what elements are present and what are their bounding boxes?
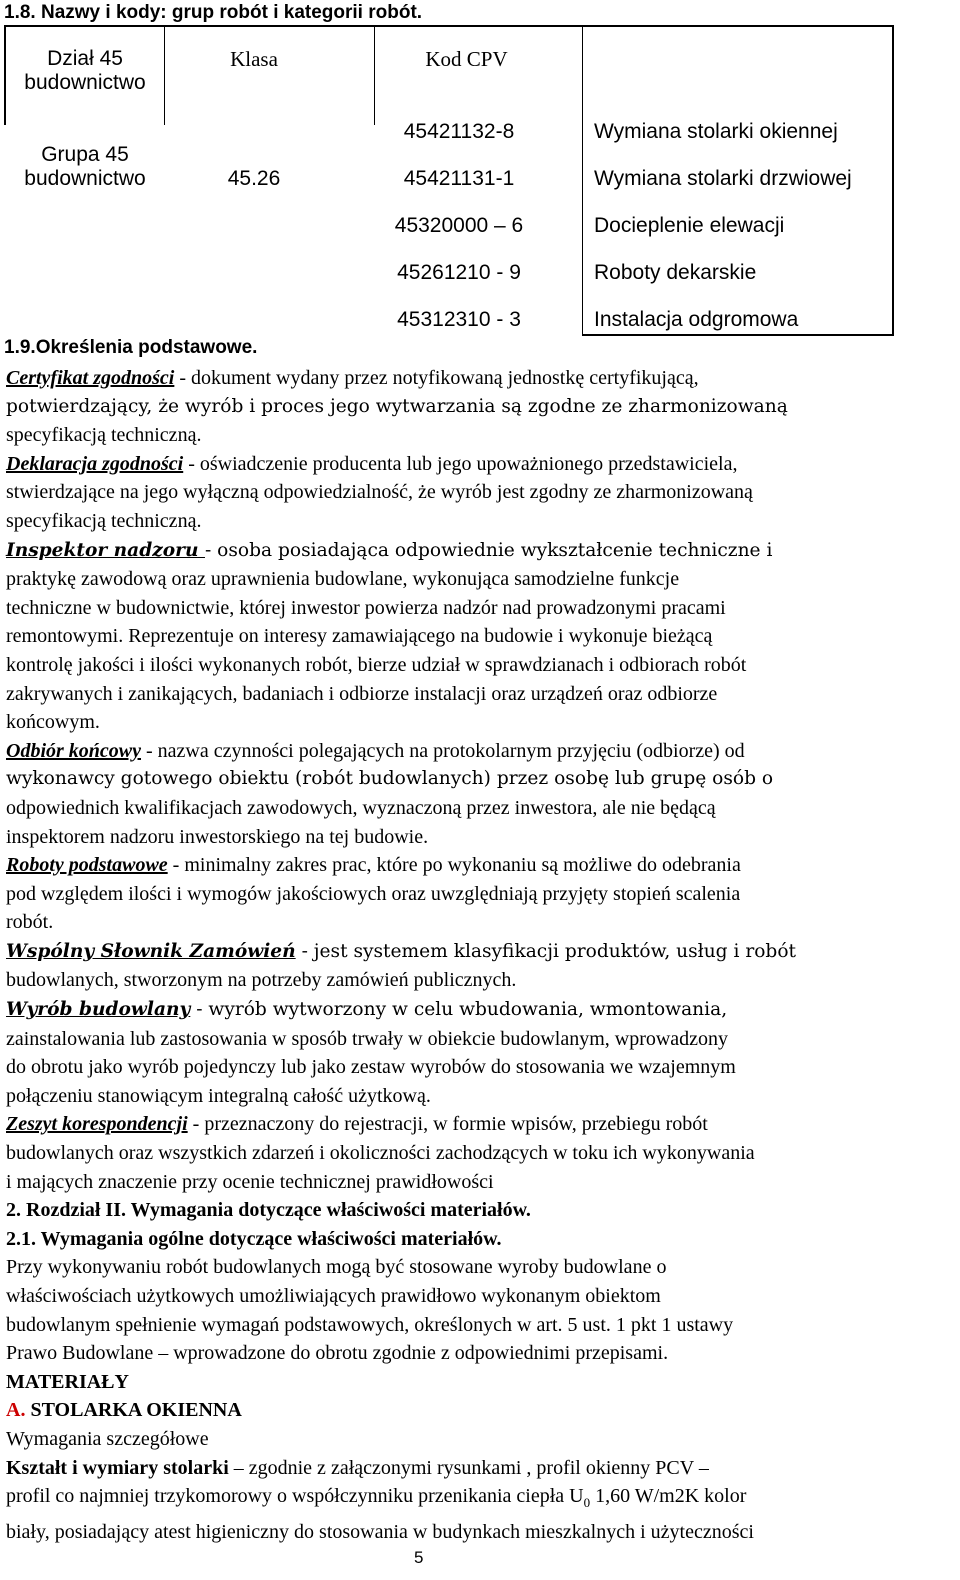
ksztalt-subscript: 0	[583, 1495, 591, 1511]
table-header-kod: Kod CPV	[425, 47, 508, 71]
table-desc-row: Docieplenie elewacji	[594, 214, 785, 237]
term-wyrob-budowlany: Wyrób budowlany	[6, 999, 191, 1021]
table-header-klasa: Klasa	[230, 47, 278, 71]
def-text: zakrywanych i zanikających, badaniach i odbiorze instalacji oraz urządzeń oraz odbiorze	[6, 682, 718, 705]
def-text: i mających znaczenie przy ocenie technicznej prawidłowości	[6, 1170, 494, 1193]
general-text: budowlanym spełnienie wymagań podstawowych, określonych w art. 5 ust. 1 pkt 1 ustawy	[6, 1313, 734, 1336]
header-dzial-line2: budownictwo	[24, 71, 146, 94]
def-text: budowlanych, stworzonym na potrzeby zamówień publicznych.	[6, 969, 517, 992]
def-text: stwierdzające na jego wyłączną odpowiedzialność, że wyrób jest zgodny ze zharmonizowaną	[6, 481, 753, 504]
table-code-row: 45312310 - 3	[397, 308, 521, 331]
def-text: inspektorem nadzoru inwestorskiego na tej budowie.	[6, 825, 429, 848]
def-text: - wyrób wytworzony w celu wbudowania, wmontowania,	[190, 999, 728, 1021]
general-text: Przy wykonywaniu robót budowlanych mogą być stosowane wyroby budowlane o	[6, 1256, 667, 1279]
table-border-bottom	[582, 334, 894, 336]
def-text: specyfikacją techniczną.	[6, 424, 202, 447]
def-text: remontowymi. Reprezentuje on interesy zamawiającego na budowie i wykonuje bieżącą	[6, 625, 713, 648]
wymagania-szczegolowe: Wymagania szczegółowe	[6, 1427, 209, 1450]
section-heading-1-9: 1.9.Określenia podstawowe.	[4, 337, 258, 358]
def-text: robót.	[6, 911, 54, 934]
term-inspektor: Inspektor nadzoru	[6, 539, 205, 561]
general-text: właściwościach użytkowych umożliwiających prawidłowo wykonanym obiektom	[6, 1285, 661, 1307]
ksztalt-text: biały, posiadający atest higieniczny do stosowania w budynkach mieszkalnych i użyteczności	[6, 1520, 754, 1543]
materialy-heading: MATERIAŁY	[6, 1370, 129, 1393]
header-dzial-line1: Dział 45	[47, 47, 123, 70]
def-text: praktykę zawodową oraz uprawnienia budowlane, wykonująca samodzielne funkcje	[6, 568, 680, 591]
table-desc-row: Instalacja odgromowa	[594, 308, 799, 331]
def-text: - minimalny zakres prac, które po wykonaniu są możliwe do odebrania	[167, 854, 741, 877]
def-text: kontrolę jakości i ilości wykonanych robót, bierze udział w sprawdzianach i odbiorach robót	[6, 653, 747, 676]
def-text: techniczne w budownictwie, której inwestor powierza nadzór nad prowadzonymi pracami	[6, 596, 726, 619]
cpv-table	[4, 25, 894, 336]
table-code-row: 45261210 - 9	[397, 261, 521, 284]
table-desc-row: Roboty dekarskie	[594, 261, 757, 284]
ksztalt-text: profil co najmniej trzykomorowy o współczynniku przenikania ciepła U	[6, 1485, 584, 1508]
def-text: - przeznaczony do rejestracji, w formie wpisów, przebiegu robót	[187, 1113, 708, 1136]
def-text: końcowym.	[6, 711, 100, 734]
term-deklaracja: Deklaracja zgodności	[6, 452, 184, 475]
def-text: specyfikacją techniczną.	[6, 509, 202, 532]
stolarka-letter: A.	[6, 1399, 26, 1422]
def-text: zainstalowania lub zastosowania w sposób trwały w obiekcie budowlanym, wprowadzony	[6, 1027, 729, 1050]
ksztalt-text: 1,60 W/m2K kolor	[590, 1485, 747, 1508]
def-text: pod względem ilości i wymogów jakościowych oraz uwzględniają przyjęty stopień scalenia	[6, 882, 741, 905]
table-divider-1	[164, 25, 165, 125]
stolarka-heading	[6, 1396, 954, 1425]
table-desc-row: Wymiana stolarki drzwiowej	[594, 167, 852, 190]
stolarka-title: STOLARKA OKIENNA	[25, 1399, 242, 1422]
term-wspolny-slownik: Wspólny Słownik Zamówień	[6, 940, 296, 962]
term-odbior: Odbiór końcowy	[6, 739, 141, 762]
def-text: połączeniu stanowiącym integralną całość użytkową.	[6, 1084, 431, 1107]
table-code-row: 45421131-1	[403, 167, 515, 190]
def-text: budowlanych oraz wszystkich zdarzeń i okoliczności zachodzących w toku ich wykonywania	[6, 1142, 755, 1165]
term-ksztalt: Kształt i wymiary stolarki	[6, 1456, 229, 1479]
table-code-row: 45421132-8	[403, 120, 515, 143]
table-group	[6, 143, 164, 191]
table-klasa-value: 45.26	[227, 167, 281, 190]
def-text: - oświadczenie producenta lub jego upoważnionego przedstawiciela,	[183, 452, 738, 475]
page-number: 5	[414, 1548, 424, 1567]
section-heading-2-1: 2.1. Wymagania ogólne dotyczące właściwości materiałów.	[6, 1227, 502, 1250]
table-desc-row: Wymiana stolarki okiennej	[594, 120, 838, 143]
def-text: wykonawcy gotowego obiektu (robót budowlanych) przez osobę lub grupę osób o	[6, 768, 774, 790]
general-text: Prawo Budowlane – wprowadzone do obrotu zgodnie z odpowiednimi przepisami.	[6, 1342, 669, 1365]
table-header-dzial	[6, 47, 164, 95]
def-text: do obrotu jako wyrób pojedynczy lub jako zestaw wyrobów do stosowania we wzajemnym	[6, 1056, 736, 1079]
section-heading-2: 2. Rozdział II. Wymagania dotyczące właściwości materiałów.	[6, 1199, 531, 1222]
term-zeszyt-korespondencji: Zeszyt korespondencji	[6, 1113, 188, 1136]
section-heading-1-8: 1.8. Nazwy i kody: grup robót i kategorii robót.	[4, 2, 423, 23]
def-text: - nazwa czynności polegających na protokolarnym przyjęciu (odbiorze) od	[141, 739, 745, 762]
table-divider-3	[582, 25, 583, 336]
def-text: potwierdzający, że wyrób i proces jego wytwarzania są zgodne ze zharmonizowaną	[6, 395, 788, 417]
table-code-row: 45320000 – 6	[394, 214, 524, 237]
def-text: - osoba posiadająca odpowiednie wykształcenie techniczne i	[204, 539, 773, 561]
table-border-top	[4, 25, 894, 27]
ksztalt-text: – zgodnie z załączonymi rysunkami , profil okienny PCV –	[228, 1456, 709, 1479]
term-certyfikat: Certyfikat zgodności	[6, 367, 175, 389]
table-divider-2	[374, 25, 375, 125]
definitions-block	[6, 364, 954, 1546]
group-line1: Grupa 45	[41, 143, 129, 166]
term-roboty-podstawowe: Roboty podstawowe	[6, 854, 168, 877]
def-text: - jest systemem klasyfikacji produktów, usług i robót	[295, 940, 796, 962]
group-line2: budownictwo	[24, 167, 146, 190]
def-text: - dokument wydany przez notyfikowaną jednostkę certyfikującą,	[174, 367, 699, 389]
def-text: odpowiednich kwalifikacjach zawodowych, wyznaczoną przez inwestora, ale nie będącą	[6, 796, 716, 819]
table-border-right	[892, 25, 894, 336]
